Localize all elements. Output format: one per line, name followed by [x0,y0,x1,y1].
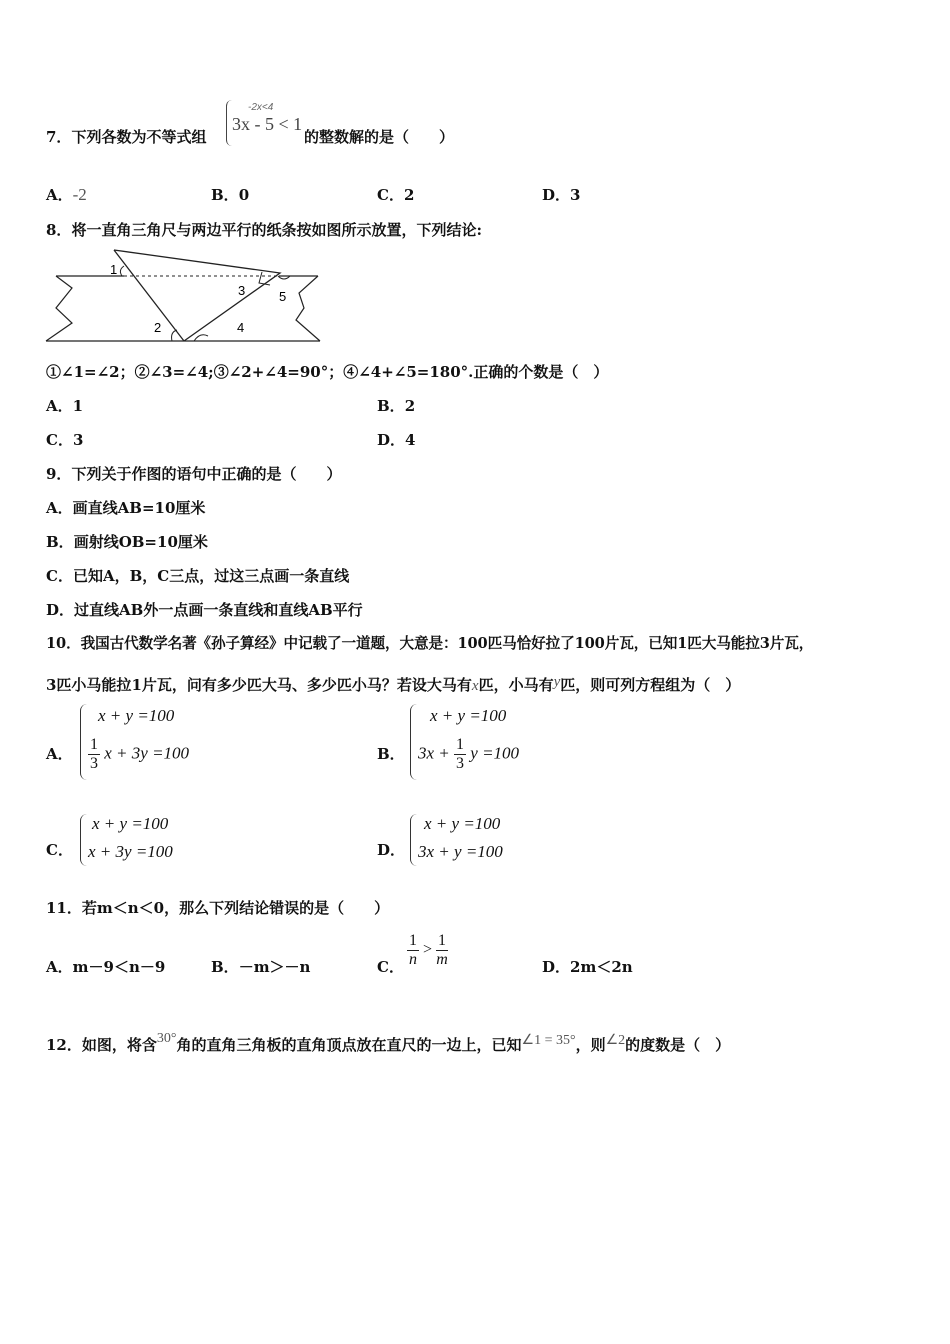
q7-option-b[interactable]: B．0 [211,186,250,204]
q7-option-c[interactable]: C．2 [377,186,415,204]
q10-option-a-label[interactable]: A． [46,745,73,763]
q12-stem: 12．如图，将含30°角的直角三角板的直角顶点放在直尺的一边上，已知∠1 = 35°，则∠2的度数是（ ） [46,1031,731,1054]
q11-stem: 11．若m＜n＜0，那么下列结论错误的是（ ） [46,899,390,917]
q10-option-b-label[interactable]: B． [377,745,405,763]
q11-option-b[interactable]: B．－m＞－n [211,958,311,976]
q8-stem: 8．将一直角三角尺与两边平行的纸条按如图所示放置，下列结论: [46,221,482,239]
q12-given-angle: ∠1 = 35° [521,1033,576,1048]
triangle-leg [114,250,184,341]
q10-option-a-system[interactable]: x + y =100 $\frac{1}{3}$ x + 3y =100 [80,704,220,782]
q10-option-c-label[interactable]: C． [46,841,73,859]
q10-stem-line2: 3匹小马能拉1片瓦，问有多少匹大马、多少匹小马？若设大马有x匹，小马有y匹，则可列方程组为（ ） [46,674,741,694]
q12-target-angle: ∠2 [605,1033,626,1048]
q7-ineq-1: -2x<4 [248,102,274,113]
triangle-hypotenuse [114,250,280,341]
var-x: x [471,678,479,694]
q9-option-b[interactable]: B．画射线OB=10厘米 [46,533,208,551]
var-y: y [553,674,561,690]
q7-ineq-2: 3x - 5 < 1 [232,114,303,134]
label-2: 2 [154,320,162,335]
q9-option-d[interactable]: D．过直线AB外一点画一条直线和直线AB平行 [46,601,363,619]
q11-option-c-label[interactable]: C． [377,958,404,976]
q10-option-d-system[interactable]: x + y =100 3x + y =100 [410,814,550,868]
label-1: 1 [110,262,118,277]
q10-option-d-label[interactable]: D． [377,841,406,859]
q8-option-d[interactable]: D．4 [377,431,416,449]
q7-inequality-system [226,100,304,148]
q7-stem: 7．下列各数为不等式组 [46,128,207,146]
q7-stem-end: 的整数解的是（ ） [304,128,455,146]
q7-option-a[interactable]: A．-2 [46,185,87,204]
q7-option-d[interactable]: D．3 [542,186,581,204]
label-5: 5 [279,289,287,304]
q10-option-b-system[interactable]: x + y =100 3x + $\frac{1}{3}$ y =100 [410,704,560,782]
q11-option-d[interactable]: D．2m＜2n [542,958,633,976]
q12-angle-30: 30° [156,1031,177,1046]
q8-figure [44,248,324,348]
q8-conclusions: ①∠1=∠2；②∠3=∠4;③∠2+∠4=90°；④∠4+∠5=180°.正确的个数是（ ） [46,363,609,381]
q7-number: 7． [46,128,72,146]
angle-4-arc [194,335,208,341]
label-3: 3 [238,283,246,298]
angle-1-arc [120,266,124,276]
q8-option-a[interactable]: A．1 [46,397,84,415]
strip-left-torn-edge [46,276,72,341]
q9-stem: 9．下列关于作图的语句中正确的是（ ） [46,465,342,483]
q8-option-b[interactable]: B．2 [377,397,416,415]
q11-option-c-expr[interactable]: $\frac{1}{n}$ > $\frac{1}{m}$ [409,932,448,968]
q9-option-a[interactable]: A．画直线AB=10厘米 [46,499,206,517]
q8-option-c[interactable]: C．3 [46,431,84,449]
q9-option-c[interactable]: C．已知A，B，C三点，过这三点画一条直线 [46,567,350,585]
label-4: 4 [237,320,245,335]
right-angle-mark [259,272,270,285]
q10-stem-line1: 10．我国古代数学名著《孙子算经》中记载了一道题，大意是：100匹马恰好拉了100片瓦，已知1匹大马能拉3片瓦， [46,635,814,652]
q11-option-a[interactable]: A．m－9＜n－9 [46,958,166,976]
strip-right-torn-edge [296,276,320,341]
q10-option-c-system[interactable]: x + y =100 x + 3y =100 [80,814,220,868]
